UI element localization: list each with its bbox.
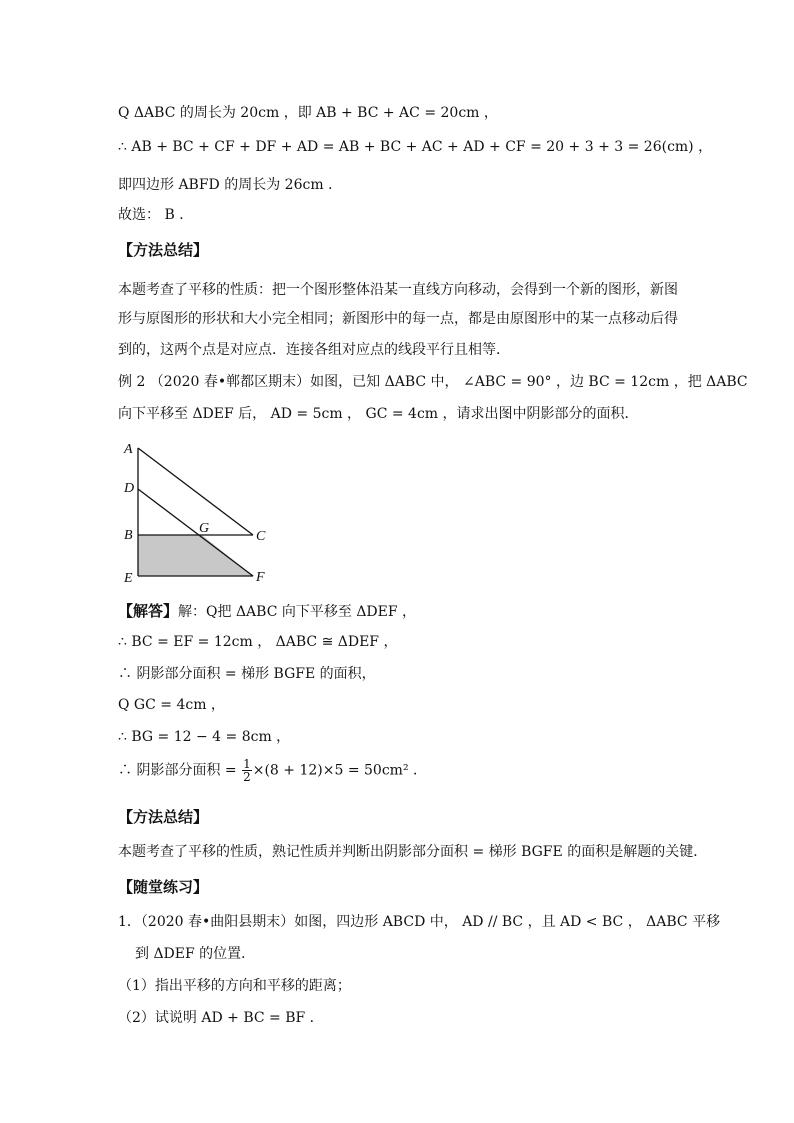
label-a: A <box>124 442 133 457</box>
segment-ac <box>138 448 253 535</box>
solution-line <box>118 601 416 622</box>
question-line: 到 ΔDEF 的位置． <box>135 946 256 962</box>
fraction-numerator: 1 <box>243 757 251 771</box>
solution-line: ∴ BG = 12 − 4 = 8cm ， <box>118 729 291 745</box>
section-heading: 【方法总结】 <box>118 808 209 826</box>
translation-figure <box>118 438 288 588</box>
paragraph-line: 本题考查了平移的性质，熟记性质并判断出阴影部分面积 = 梯形 BGFE 的面积是解题的关键． <box>118 844 708 860</box>
question-line: 1．（2020 春•曲阳县期末）如图，四边形 ABCD 中， AD // BC ，且 AD < BC ， ΔABC 平移 <box>118 914 721 930</box>
area-label: ∴ 阴影部分面积 = <box>118 762 237 779</box>
paragraph-line: 形与原图形的形状和大小完全相同；新图形中的每一点，都是由原图形中的某一点移动后得 <box>118 311 678 327</box>
paragraph-line: 本题考查了平移的性质：把一个图形整体沿某一直线方向移动，会得到一个新的图形，新图 <box>118 282 678 298</box>
label-c: C <box>256 529 266 544</box>
solution-line: Q GC = 4cm ， <box>118 697 225 713</box>
example-line: 向下平移至 ΔDEF 后， AD = 5cm ， GC = 4cm ，请求出图中阴影部分的面积． <box>118 406 639 422</box>
section-heading: 【随堂练习】 <box>118 878 209 896</box>
shaded-trapezoid <box>138 535 253 576</box>
fraction <box>242 758 252 783</box>
solution-line: ∴ 阴影部分面积 = 梯形 BGFE 的面积， <box>118 666 376 682</box>
solution-text: 解：Q把 ΔABC 向下平移至 ΔDEF ， <box>178 604 417 620</box>
label-f: F <box>256 570 265 585</box>
label-b: B <box>124 528 133 543</box>
solution-heading: 【解答】 <box>118 602 179 620</box>
text-line: 即四边形 ABFD 的周长为 26cm ． <box>118 177 343 193</box>
question-line: （2）试说明 AD + BC = BF ． <box>118 1010 324 1026</box>
solution-line <box>118 758 427 783</box>
question-line: （1）指出平移的方向和平移的距离； <box>118 978 351 994</box>
section-heading: 【方法总结】 <box>118 241 209 259</box>
text-line: 故选： B ． <box>118 207 194 223</box>
text-line: ∴ AB + BC + CF + DF + AD = AB + BC + AC + AD + CF = 20 + 3 + 3 = 26(cm) ， <box>118 139 713 155</box>
example-line: 例 2 （2020 春•郸都区期末）如图，已知 ΔABC 中， ∠ABC = 90° ，边 BC = 12cm ，把 ΔABC <box>118 374 748 390</box>
label-d: D <box>124 481 135 496</box>
text-line: Q ΔABC 的周长为 20cm ，即 AB + BC + AC = 20cm ， <box>118 105 498 121</box>
label-g: G <box>199 521 210 536</box>
solution-line: ∴ BC = EF = 12cm ， ΔABC ≅ ΔDEF ， <box>118 634 398 650</box>
area-expression: ×(8 + 12)×5 = 50cm² ． <box>252 762 428 779</box>
fraction-denominator: 2 <box>243 770 251 784</box>
label-e: E <box>124 571 133 586</box>
paragraph-line: 到的，这两个点是对应点．连接各组对应点的线段平行且相等． <box>118 342 510 358</box>
